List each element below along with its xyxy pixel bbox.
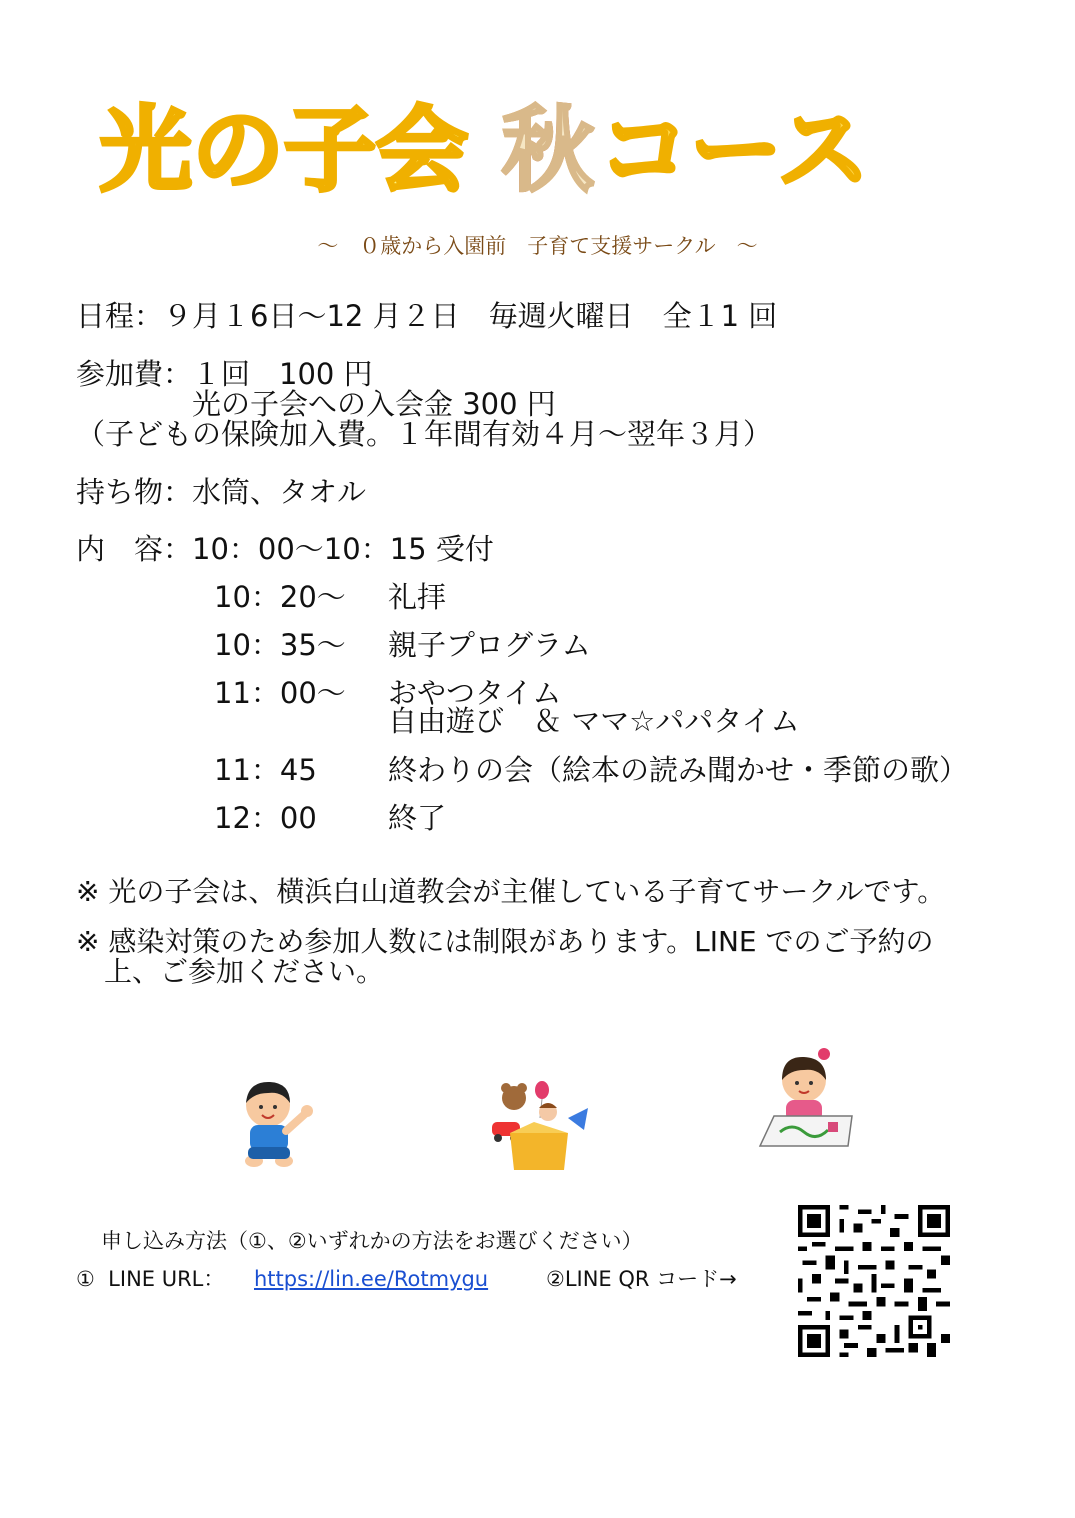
note-capacity: ※ 感染対策のため参加人数には制限があります。LINE でのご予約の xyxy=(76,925,934,958)
apply-option1-label: ① LINE URL： xyxy=(76,1267,225,1291)
program-activity-2: 自由遊び ＆ ママ☆パパタイム xyxy=(388,704,800,738)
program-time: 10：20～ xyxy=(214,580,346,614)
title-part2: コース xyxy=(598,97,870,204)
fee-line2: 光の子会への入会金 300 円 xyxy=(192,387,556,421)
line-qr-code-icon[interactable] xyxy=(798,1205,950,1357)
page-title xyxy=(100,96,980,206)
title-part1: 光の子会 xyxy=(100,97,469,204)
program-activity: 終わりの会（絵本の読み聞かせ・季節の歌） xyxy=(388,753,969,787)
program-activity: おやつタイム xyxy=(388,676,562,710)
toy-box-illustration-icon xyxy=(484,1078,594,1173)
schedule-line: 日程：９月１6日～12 月２日 毎週火曜日 全１1 回 xyxy=(76,299,778,333)
title-aki: 秋 xyxy=(502,97,595,204)
girl-drawing-illustration-icon xyxy=(758,1048,854,1152)
apply-heading: 申し込み方法（①、②いずれかの方法をお選びください） xyxy=(101,1229,643,1253)
program-time: 11：45 xyxy=(214,753,317,787)
note-organizer: ※ 光の子会は、横浜白山道教会が主催している子育てサークルです。 xyxy=(76,875,946,908)
apply-option2-label: ②LINE QR コード→ xyxy=(546,1267,737,1291)
boy-illustration-icon xyxy=(236,1075,316,1171)
belongings-line: 持ち物：水筒、タオル xyxy=(76,475,367,509)
program-activity: 礼拝 xyxy=(388,580,447,614)
program-time: 11：00～ xyxy=(214,676,346,710)
fee-line1: 参加費：１回 100 円 xyxy=(76,357,373,391)
program-time: 12：00 xyxy=(214,801,317,835)
note-capacity-cont: 上、ご参加ください。 xyxy=(76,955,385,988)
content-line: 内 容：10：00～10：15 受付 xyxy=(76,532,494,566)
program-activity: 親子プログラム xyxy=(388,628,591,662)
subtitle: ～ ０歳から入園前 子育て支援サークル ～ xyxy=(317,234,758,258)
program-time: 10：35～ xyxy=(214,628,346,662)
line-url-link[interactable]: https://lin.ee/Rotmygu xyxy=(254,1267,489,1291)
fee-line3: （子どもの保険加入費。１年間有効４月～翌年３月） xyxy=(76,417,773,451)
program-activity: 終了 xyxy=(388,801,447,835)
